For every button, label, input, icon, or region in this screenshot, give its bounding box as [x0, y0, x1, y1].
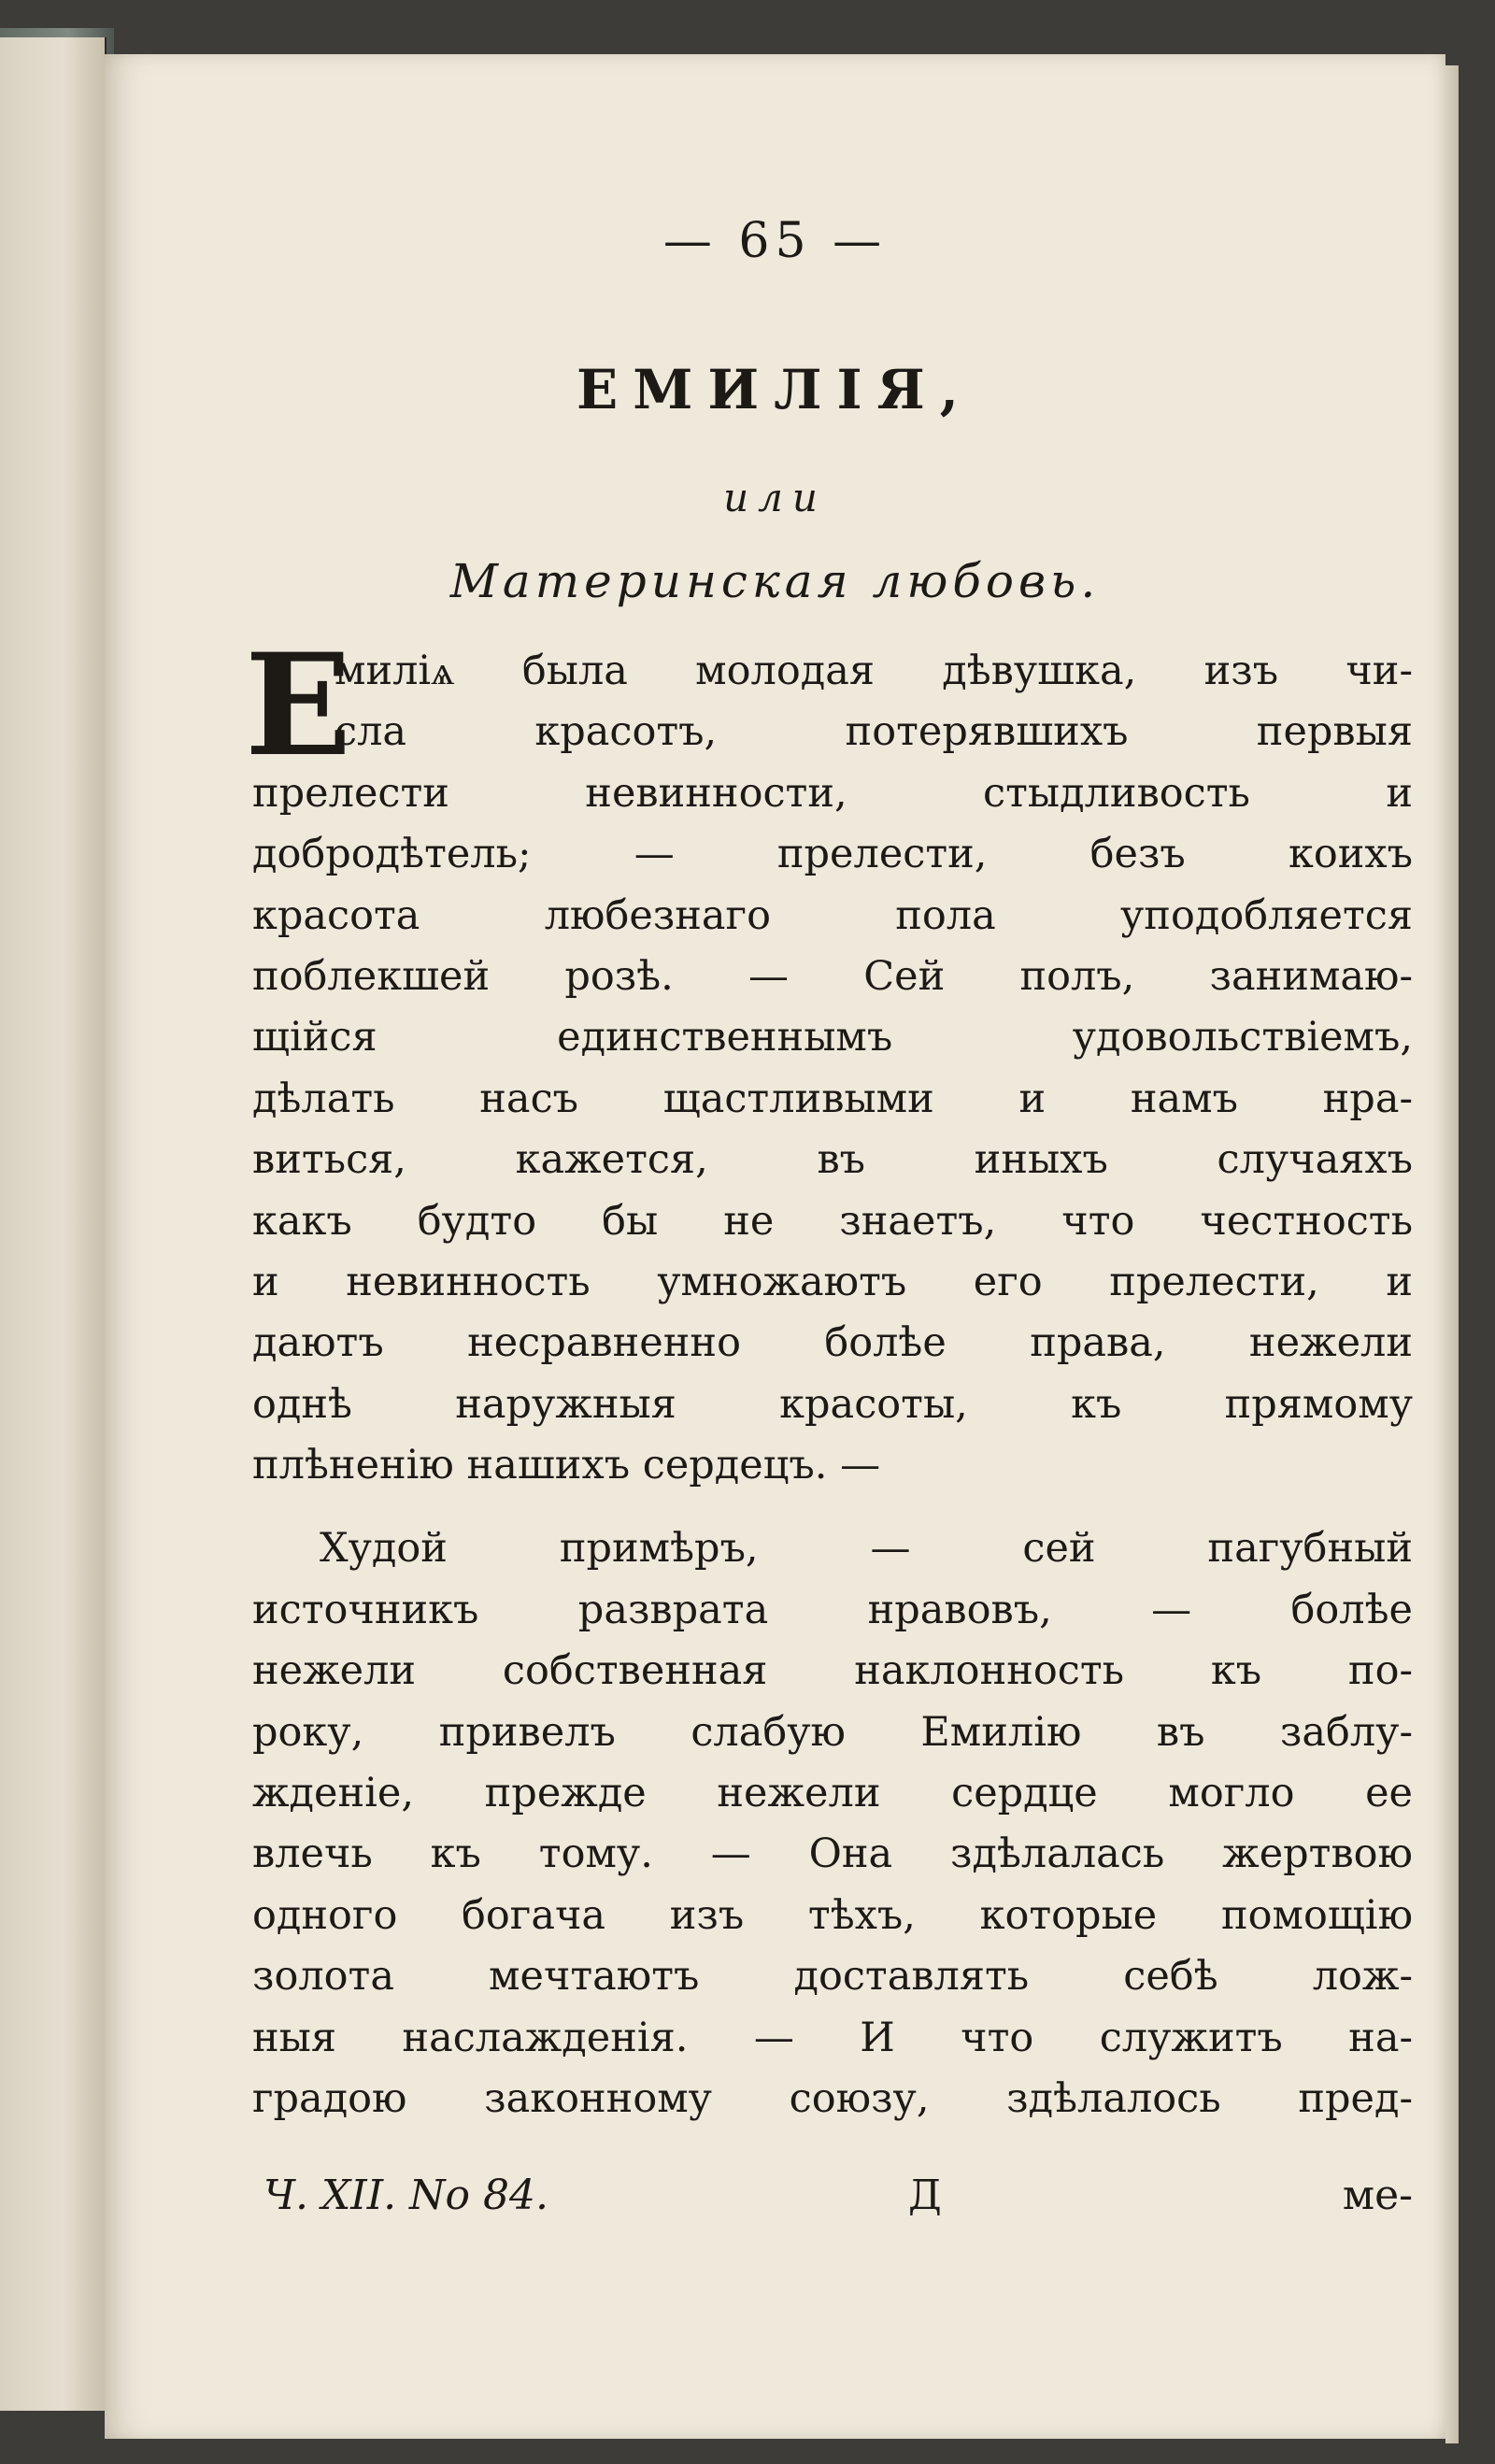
text-line: щійся единственнымъ удовольствіемъ,	[252, 1014, 1413, 1061]
text-line: одного богача изъ тѣхъ, которые помощію	[252, 1891, 1413, 1939]
drop-cap: Е	[245, 623, 352, 788]
page-fore-edge	[1445, 65, 1459, 2443]
catchword: ме-	[1342, 2172, 1413, 2219]
text-line: золота мечтаютъ доставлять себѣ лож-	[252, 1953, 1413, 2001]
text-line: миліѧ была молодая дѣвушка, изъ чи-	[335, 648, 1413, 694]
text-line: прелести невинности, стыдливость и	[252, 769, 1413, 817]
text-line: року, привелъ слабую Емилію въ заблу-	[252, 1708, 1413, 1756]
text-line: влечь къ тому. — Она здѣлалась жертвою	[252, 1830, 1413, 1878]
text-line: красота любезнаго пола уподобляется	[252, 891, 1413, 939]
gathering-letter: Д	[908, 2172, 942, 2219]
text-line: дѣлать насъ щастливыми и намъ нра-	[252, 1075, 1413, 1122]
left-page-edge	[0, 37, 107, 2411]
text-line: какъ будто бы не знаетъ, что честность	[252, 1197, 1413, 1245]
text-line: источникъ разврата нравовъ, — болѣе	[252, 1586, 1413, 1633]
page-footer	[263, 2168, 1413, 2224]
page-number: — 65 —	[662, 213, 888, 269]
text-line: добродѣтель; — прелести, безъ коихъ	[252, 831, 1413, 878]
text-line: виться, кажется, въ иныхъ случаяхъ	[252, 1136, 1413, 1184]
signature-mark: Ч. XII. No 84.	[263, 2172, 548, 2219]
text-line: плѣненію нашихъ сердецъ. —	[252, 1442, 881, 1489]
text-line: Худой примѣръ, — сей пагубный	[320, 1525, 1413, 1573]
text-line: и невинность умножаютъ его прелести, и	[252, 1258, 1413, 1305]
chapter-subtitle: или	[723, 475, 827, 520]
text-line: нежели собственная наклонность къ по-	[252, 1647, 1413, 1695]
text-line: градою законному союзу, здѣлалось пред-	[252, 2074, 1413, 2122]
text-line: даютъ несравненно болѣе права, нежели	[252, 1319, 1413, 1367]
book-page	[105, 54, 1445, 2439]
chapter-title-secondary: Материнская любовь.	[449, 554, 1101, 608]
paragraph-gap	[252, 1496, 1413, 1518]
text-line: однѣ наружныя красоты, къ прямому	[252, 1380, 1413, 1428]
body-text	[252, 641, 1413, 2129]
text-line: ныя наслажденія. — И что служитъ на-	[252, 2014, 1413, 2061]
text-line: сла красотъ, потерявшихъ первыя	[335, 708, 1413, 756]
chapter-title: ЕМИЛІЯ,	[577, 358, 974, 421]
text-line: жденіе, прежде нежели сердце могло ее	[252, 1770, 1413, 1817]
text-line: поблекшей розѣ. — Сей полъ, занимаю-	[252, 952, 1413, 1000]
